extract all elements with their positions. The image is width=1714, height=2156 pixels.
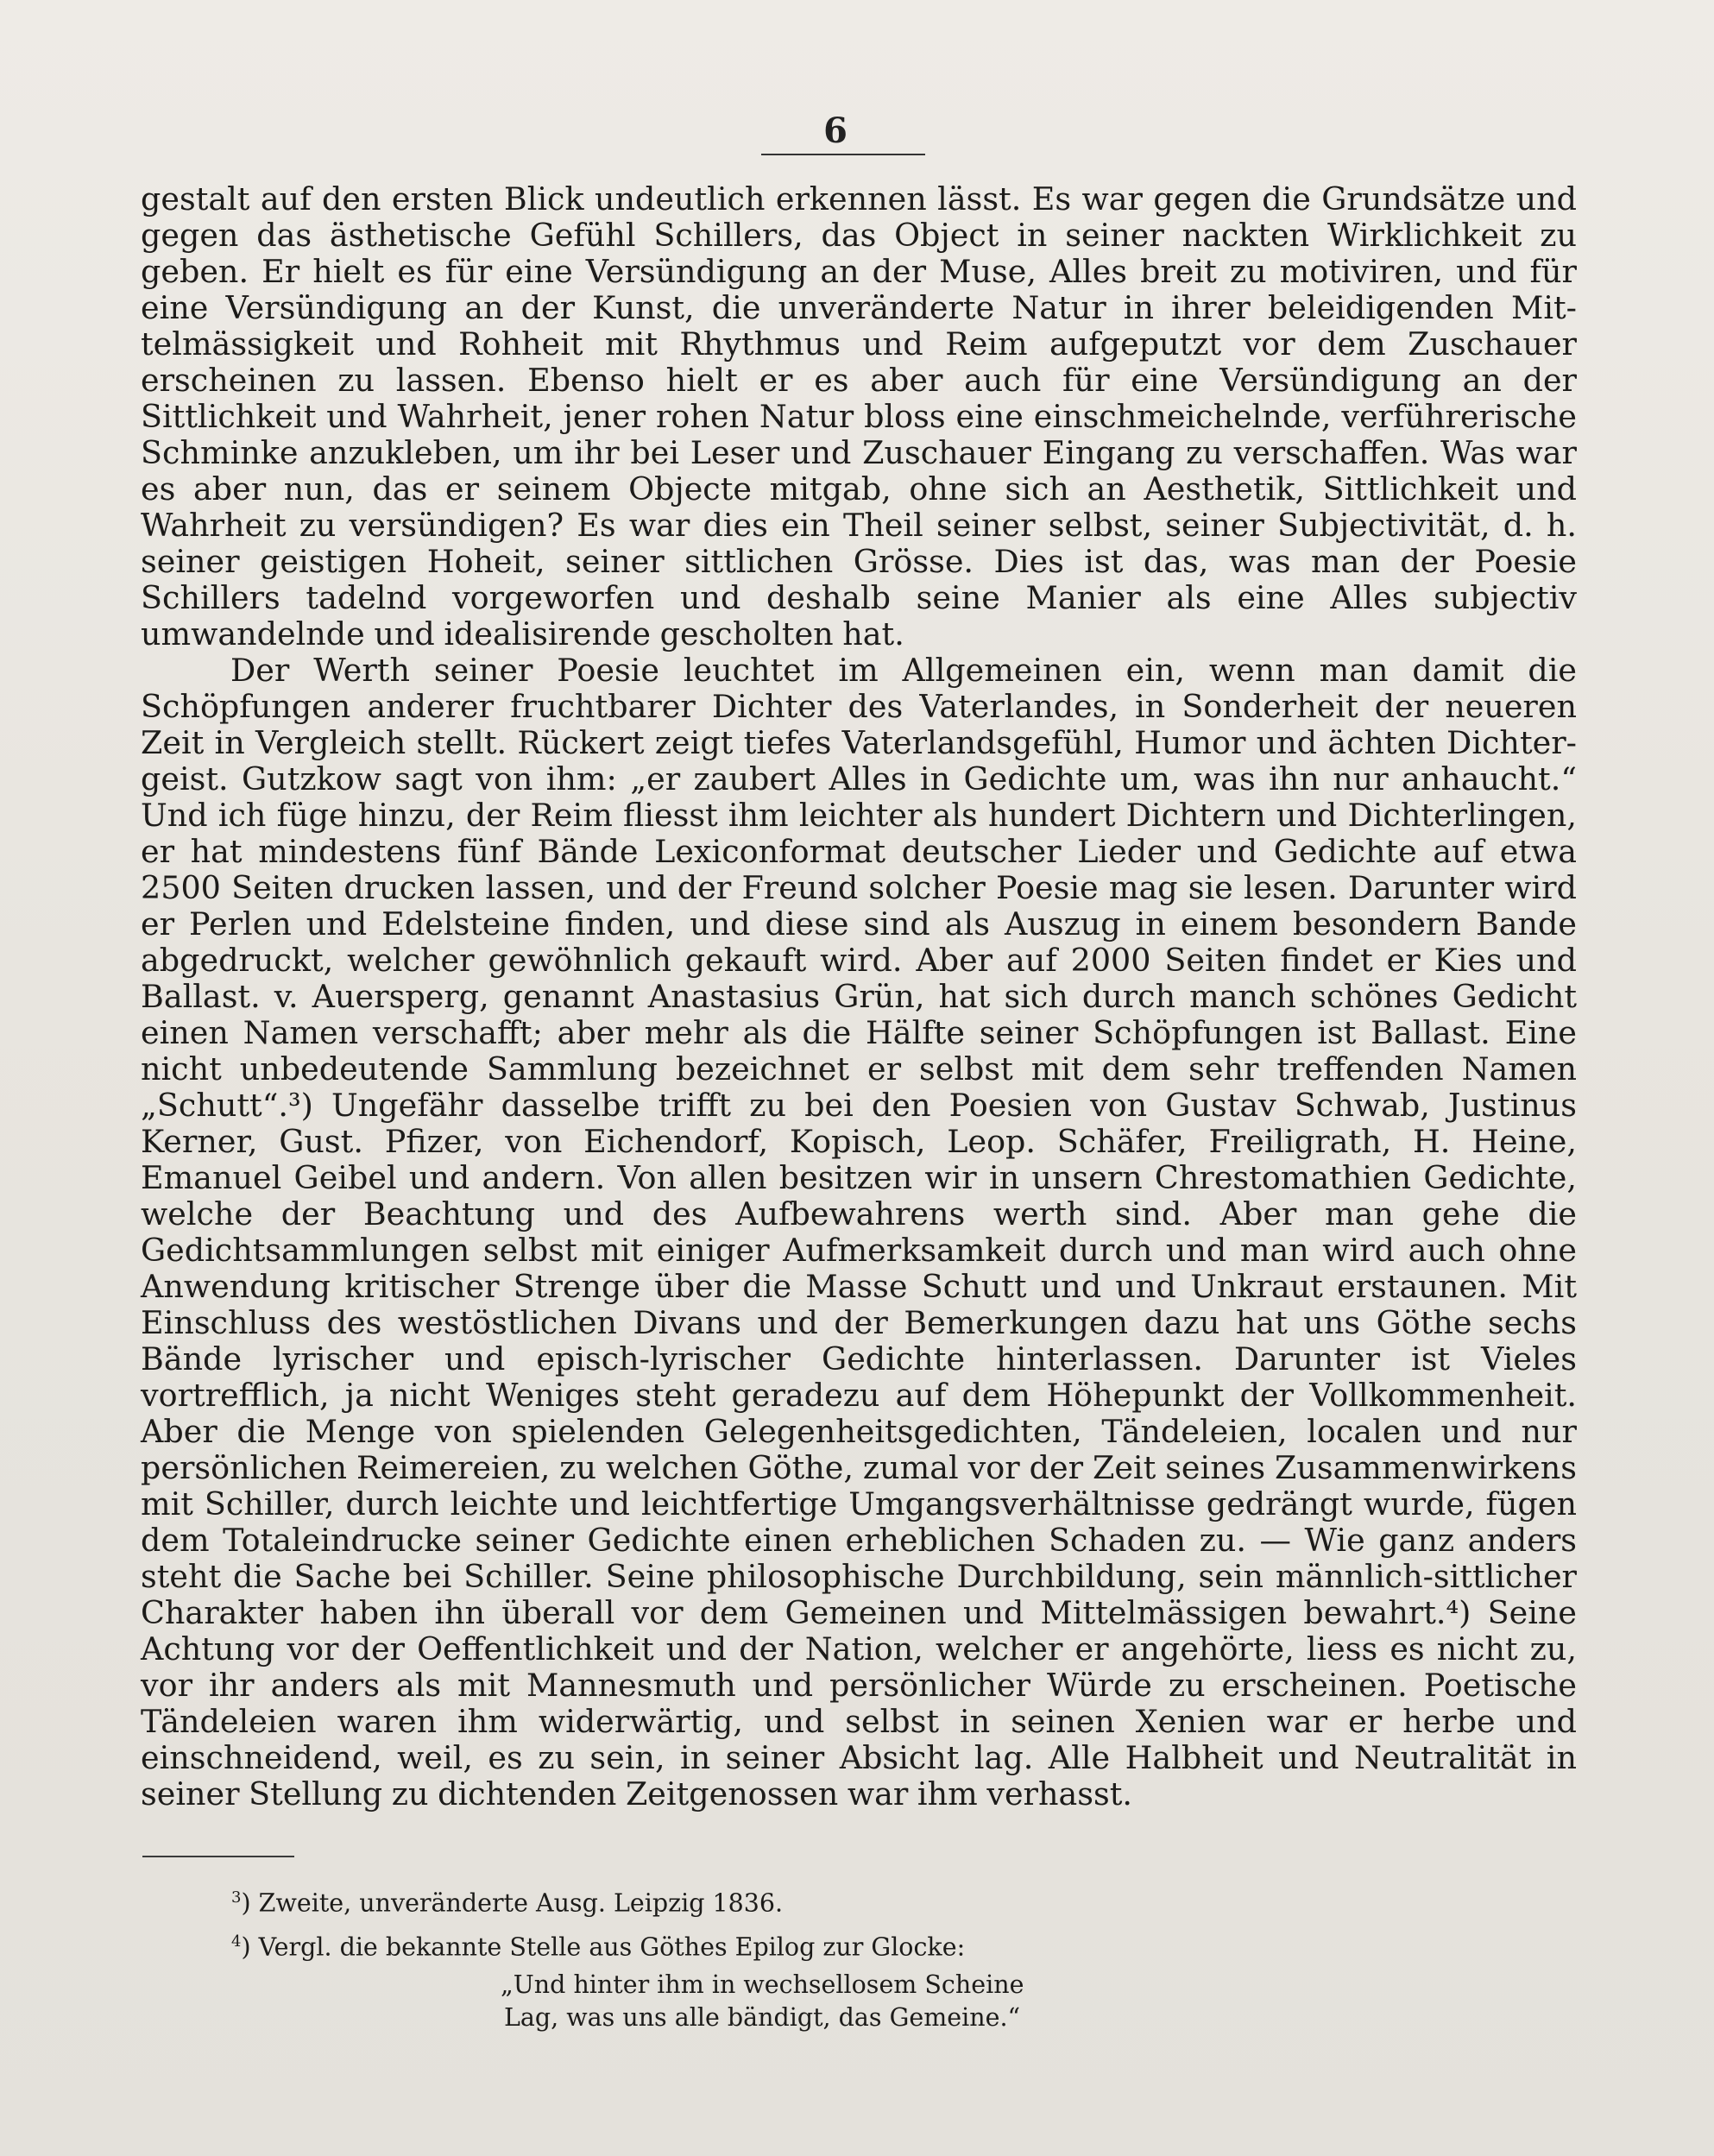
footnote-text: Zweite, unveränderte Ausg. Leipzig 1836. xyxy=(258,1888,784,1918)
footnote-number: 3 xyxy=(231,1888,242,1907)
body-text xyxy=(141,181,1577,1812)
footnote-3: $^3$) Zweite, unveränderte Ausg. Leipzig 1836. xyxy=(231,1888,784,1918)
footnotes xyxy=(231,1882,1526,2034)
header-rule xyxy=(761,154,925,155)
footnote-rule xyxy=(142,1856,294,1857)
quote-line-1: „Und hinter ihm in wechsellosem Scheine xyxy=(501,1970,1024,1999)
paragraph-2: Der Werth seiner Poesie leuchtet im Allgemeinen ein, wenn man damit die Schöpfungen anderer fruchtbarer Dichter des Vaterlandes, in Sonderheit der neueren Zeit in Vergleich stellt. Rückert zeigt tiefes Vaterlandsgefühl, Humor und ächten Dichtergeist. Gutzkow sagt von ihm: „er zaubert Alles in Gedichte um, was ihn nur anhaucht.“ Und ich füge hinzu, der Reim fliesst ihm leichter als hundert Dichtern und Dichterlingen, er hat mindestens fünf Bände Lexiconformat deutscher Lieder und Gedichte auf etwa 2500 Seiten drucken lassen, und der Freund solcher Poesie mag sie lesen. Darunter wird er Perlen und Edelsteine finden, und diese sind als Auszug in einem besondern Bande abgedruckt, welcher gewöhnlich gekauft wird. Aber auf 2000 Seiten findet er Kies und Ballast. v. Auersperg, genannt Anastasius Grün, hat sich durch manch schönes Gedicht einen Namen verschafft; aber mehr als die Hälfte seiner Schöpfungen ist Ballast. Eine nicht unbedeutende Sammlung bezeichnet er selbst mit dem sehr treffenden Namen „Schutt“.³) Ungefähr dasselbe trifft zu bei den Poesien von Gustav Schwab, Justinus Kerner, Gust. Pfizer, von Eichendorf, Kopisch, Leop. Schäfer, Freiligrath, H. Heine, Emanuel Geibel und andern. Von allen besitzen wir in unsern Chrestomathien Gedichte, welche der Beachtung und des Aufbewahrens werth sind. Aber man gehe die Gedichtsammlungen selbst mit einiger Aufmerksamkeit durch und man wird auch ohne Anwendung kritischer Strenge über die Masse Schutt und und Unkraut erstaunen. Mit Einschluss des westöstlichen Divans und der Bemerkungen dazu hat uns Göthe sechs Bände lyrischer und episch-lyrischer Gedichte hinterlassen. Darunter ist Vieles vortrefflich, ja nicht Weniges steht geradezu auf dem Höhepunkt der Vollkommenheit. Aber die Menge von spielenden Gelegenheitsgedichten, Tändeleien, localen und nur persönlichen Reimereien, zu welchen Göthe, zumal vor der Zeit seines Zusammenwirkens mit Schiller, durch leichte und leichtfertige Umgangsverhältnisse gedrängt wurde, fügen dem Totaleindrucke seiner Gedichte einen erheblichen Schaden zu. — Wie ganz anders steht die Sache bei Schiller. Seine philosophische Durchbildung, sein männlich-sittlicher Charakter haben ihn überall vor dem Gemeinen und Mittelmässigen bewahrt.⁴) Seine Achtung vor der Oeffentlichkeit und der Nation, welcher er angehörte, liess es nicht zu, vor ihr anders als mit Mannesmuth und persönlicher Würde zu erscheinen. Poetische Tändeleien waren ihm widerwärtig, und selbst in seinen Xenien war er herbe und einschneidend, weil, es zu sein, in seiner Absicht lag. Alle Halbheit und Neutralität in seiner Stellung zu dichtenden Zeitgenossen war ihm verhasst. xyxy=(141,652,1577,1812)
footnote-4: $^4$) Vergl. die bekannte Stelle aus Göthes Epilog zur Glocke: xyxy=(231,1932,966,1961)
paragraph-1: gestalt auf den ersten Blick undeutlich erkennen lässt. Es war gegen die Grundsätze und gegen das ästhetische Gefühl Schillers, das Object in seiner nackten Wirklichkeit zu geben. Er hielt es für eine Versündigung an der Muse, Alles breit zu motiviren, und für eine Versündigung an der Kunst, die unveränderte Natur in ihrer beleidigenden Mittelmässigkeit und Rohheit mit Rhythmus und Reim aufgeputzt vor dem Zuschauer erscheinen zu lassen. Ebenso hielt er es aber auch für eine Versündigung an der Sittlichkeit und Wahrheit, jener rohen Natur bloss eine einschmeichelnde, verführerische Schminke anzukleben, um ihr bei Leser und Zuschauer Eingang zu verschaffen. Was war es aber nun, das er seinem Objecte mitgab, ohne sich an Aesthetik, Sittlichkeit und Wahrheit zu versündigen? Es war dies ein Theil seiner selbst, seiner Subjectivität, d. h. seiner geistigen Hoheit, seiner sittlichen Grösse. Dies ist das, was man der Poesie Schillers tadelnd vorgeworfen und deshalb seine Manier als eine Alles subjectiv umwandelnde und idealisirende gescholten hat. xyxy=(141,180,1577,652)
footnote-text: Vergl. die bekannte Stelle aus Göthes Epilog zur Glocke: xyxy=(258,1932,966,1961)
page-number: 6 xyxy=(823,110,848,151)
footnote-number: 4 xyxy=(231,1932,242,1951)
quote-line-2: Lag, was uns alle bändigt, das Gemeine.“ xyxy=(504,2003,1021,2032)
